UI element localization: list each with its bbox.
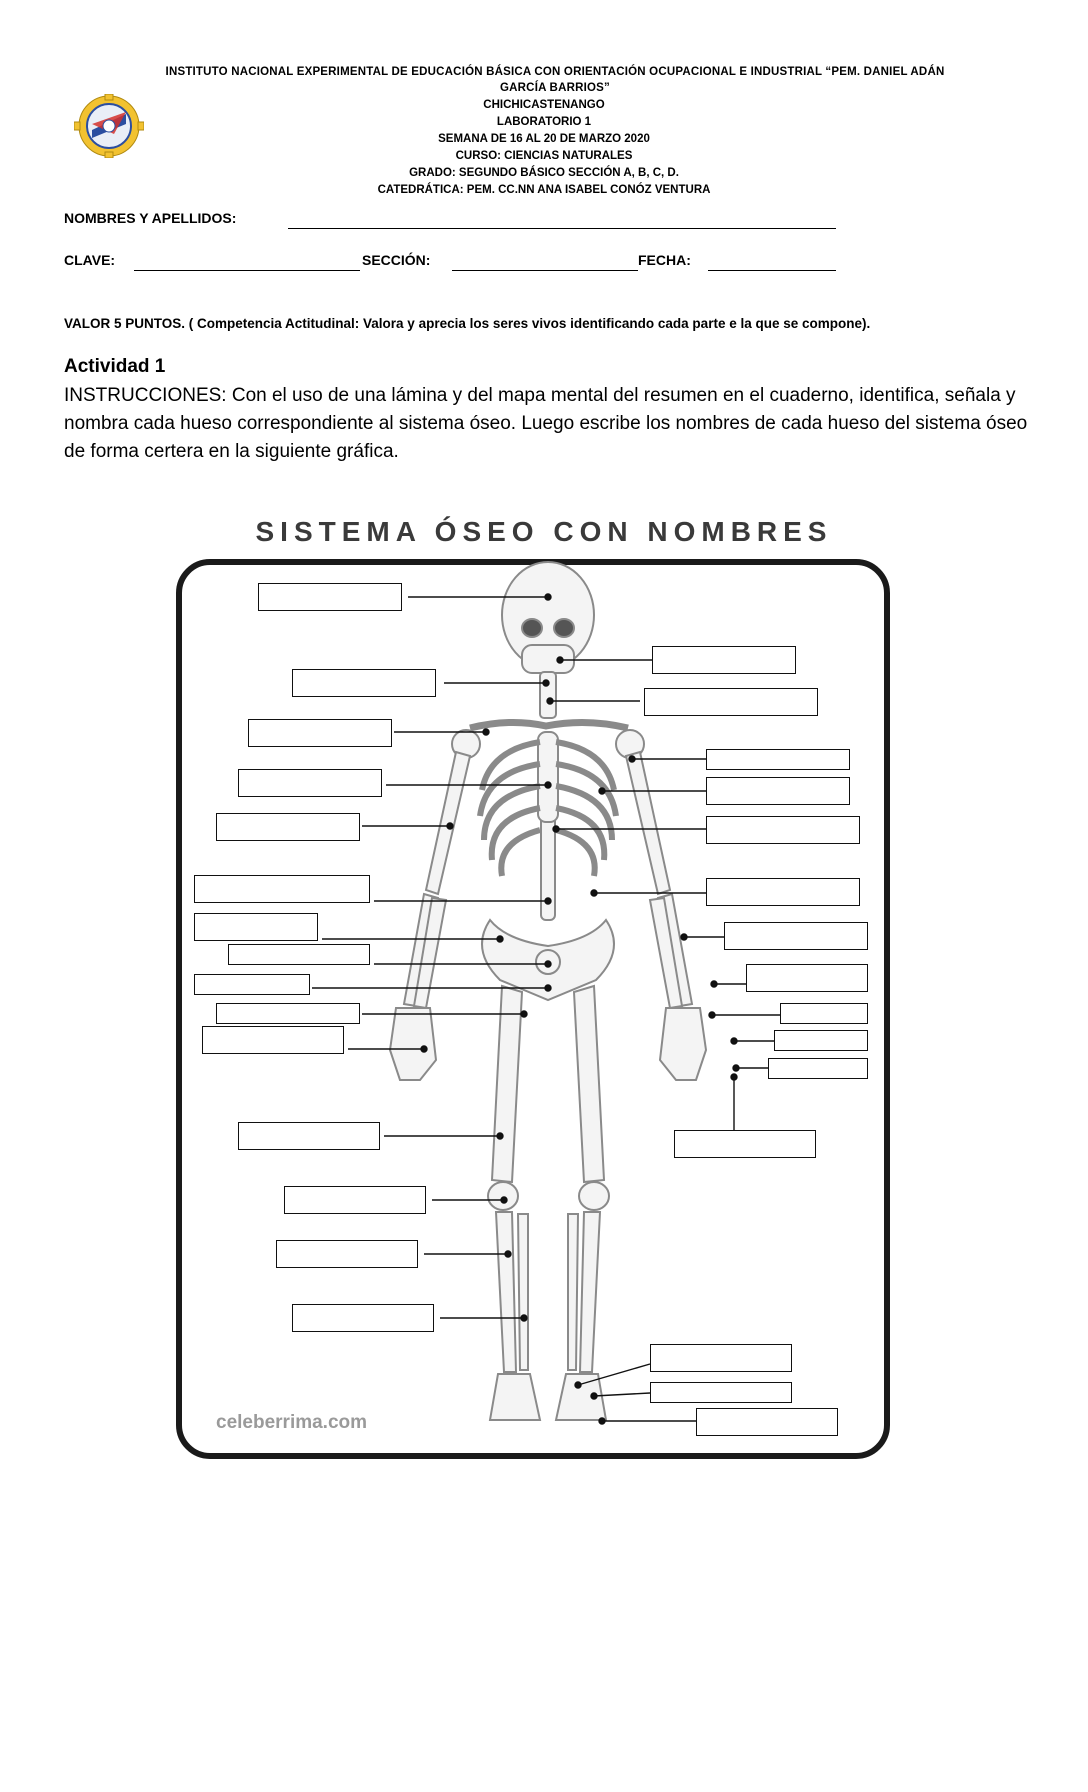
institution-line-2: GARCÍA BARRIOS” <box>500 82 610 94</box>
label-box[interactable] <box>202 1026 344 1054</box>
label-box[interactable] <box>780 1003 868 1024</box>
seccion-label: SECCIÓN: <box>362 252 431 268</box>
label-box[interactable] <box>258 583 402 611</box>
clavicle <box>470 722 628 728</box>
town: CHICHICASTENANGO <box>483 99 605 111</box>
grade: GRADO: SEGUNDO BÁSICO SECCIÓN A, B, C, D. <box>409 167 679 179</box>
label-box[interactable] <box>674 1130 816 1158</box>
label-box[interactable] <box>238 1122 380 1150</box>
label-box[interactable] <box>650 1382 792 1403</box>
label-box[interactable] <box>706 777 850 805</box>
sternum <box>538 732 558 822</box>
left-hand <box>390 1008 436 1080</box>
left-femur <box>492 986 522 1182</box>
teacher: CATEDRÁTICA: PEM. CC.NN ANA ISABEL CONÓZ VENTURA <box>377 184 711 196</box>
label-box[interactable] <box>238 769 382 797</box>
mandible <box>522 645 574 673</box>
label-box[interactable] <box>746 964 868 992</box>
label-box[interactable] <box>284 1186 426 1214</box>
label-box[interactable] <box>194 875 370 903</box>
label-box[interactable] <box>292 669 436 697</box>
right-humerus <box>626 752 670 894</box>
cervical-vertebrae <box>540 672 556 718</box>
label-box[interactable] <box>292 1304 434 1332</box>
week: SEMANA DE 16 AL 20 DE MARZO 2020 <box>438 133 650 145</box>
course: CURSO: CIENCIAS NATURALES <box>455 150 633 162</box>
left-foot <box>490 1374 540 1420</box>
lab-number: LABORATORIO 1 <box>496 116 592 128</box>
label-box[interactable] <box>652 646 796 674</box>
label-box[interactable] <box>276 1240 418 1268</box>
label-box[interactable] <box>248 719 392 747</box>
right-hand <box>660 1008 706 1080</box>
label-box[interactable] <box>650 1344 792 1372</box>
fecha-label: FECHA: <box>638 252 691 268</box>
label-box[interactable] <box>228 944 370 965</box>
right-fibula <box>568 1214 578 1370</box>
label-box[interactable] <box>706 878 860 906</box>
label-box[interactable] <box>216 1003 360 1024</box>
skeleton-figure <box>452 562 644 920</box>
label-box[interactable] <box>644 688 818 716</box>
activity-title: Actividad 1 <box>64 356 166 377</box>
left-tibia <box>496 1212 516 1372</box>
clave-label: CLAVE: <box>64 252 116 268</box>
valor-statement: VALOR 5 PUNTOS. ( Competencia Actitudinal: Valora y aprecia los seres vivos identificando cada parte e la que se compone). <box>64 316 871 331</box>
right-patella <box>579 1182 609 1210</box>
right-femur <box>574 986 604 1182</box>
label-box[interactable] <box>774 1030 868 1051</box>
right-tibia <box>580 1212 600 1372</box>
names-label: NOMBRES Y APELLIDOS: <box>64 210 237 226</box>
label-box[interactable] <box>706 816 860 844</box>
right-foot <box>556 1374 606 1420</box>
label-box[interactable] <box>724 922 868 950</box>
left-fibula <box>518 1214 528 1370</box>
label-box[interactable] <box>706 749 850 770</box>
label-box[interactable] <box>194 913 318 941</box>
label-box[interactable] <box>194 974 310 995</box>
left-patella <box>488 1182 518 1210</box>
watermark: celeberrima.com <box>216 1412 368 1433</box>
institution-line-1: INSTITUTO NACIONAL EXPERIMENTAL DE EDUCACIÓN BÁSICA CON ORIENTACIÓN OCUPACIONAL E INDUSTRIAL “PEM. DANIEL ADÁN <box>165 66 945 78</box>
label-box[interactable] <box>216 813 360 841</box>
diagram-title: SISTEMA ÓSEO CON NOMBRES <box>255 516 833 547</box>
activity-instructions: INSTRUCCIONES: Con el uso de una lámina y del mapa mental del resumen en el cuaderno, identifica, señala y nombra cada hueso correspondiente al sistema óseo. Luego escribe los nombres de cada hueso del sistema óseo de forma certera en la siguiente gráfica. <box>64 385 1028 462</box>
label-box[interactable] <box>696 1408 838 1436</box>
label-box[interactable] <box>768 1058 868 1079</box>
